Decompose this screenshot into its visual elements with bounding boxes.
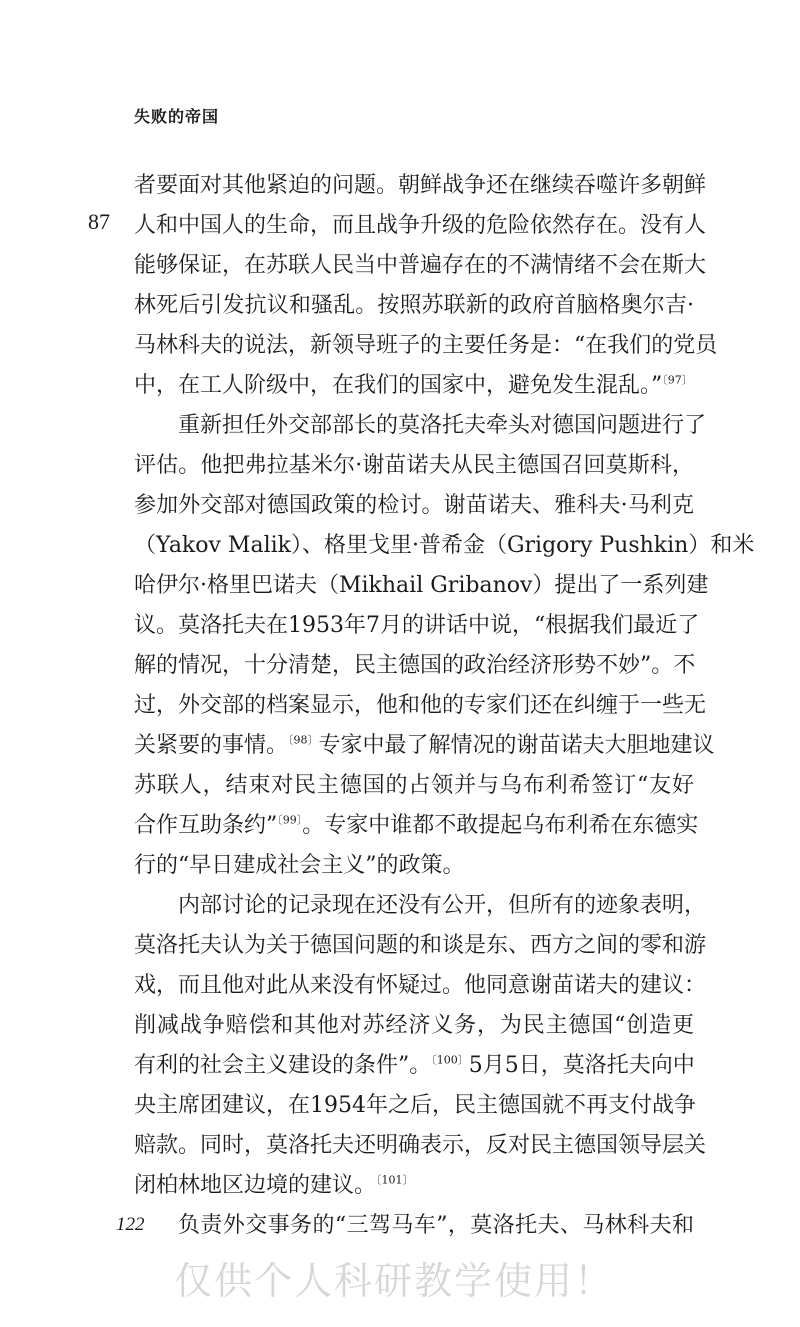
text-line: 削减战争赔偿和其他对苏经济义务，为民主德国“创造更	[134, 1013, 694, 1038]
text-line: 有利的社会主义建设的条件”。$^{〔100〕}$5月5日，莫洛托夫向中	[134, 1053, 695, 1078]
body-text	[134, 166, 755, 1246]
text-line: 评估。他把弗拉基米尔·谢苗诺夫从民主德国召回莫斯科，	[134, 453, 694, 478]
text-line: 能够保证，在苏联人民当中普遍存在的不满情绪不会在斯大	[134, 253, 707, 278]
text-line: 人和中国人的生命，而且战争升级的危险依然存在。没有人	[134, 213, 707, 238]
text-line: （Yakov Malik）、格里戈里·普希金（Grigory Pushkin）和米	[134, 533, 755, 558]
watermark: 仅供个人科研教学使用！	[174, 1259, 615, 1303]
text-line: 解的情况，十分清楚，民主德国的政治经济形势不妙”。不	[134, 653, 696, 678]
text-line: 中，在工人阶级中，在我们的国家中，避免发生混乱。”$^{〔97〕}$	[134, 373, 693, 398]
footnote-ref: 〔98〕	[288, 733, 319, 747]
text-line: 莫洛托夫认为关于德国问题的和谈是东、西方之间的零和游	[134, 933, 707, 958]
text-line: 行的“早日建成社会主义”的政策。	[134, 853, 465, 878]
text-line: 哈伊尔·格里巴诺夫（Mikhail Gribanov）提出了一系列建	[134, 573, 709, 598]
text-line: 议。莫洛托夫在1953年7月的讲话中说，“根据我们最近了	[134, 613, 700, 638]
text-line: 闭柏林地区边境的建议。$^{〔101〕}$	[134, 1173, 414, 1198]
text-line: 重新担任外交部部长的莫洛托夫牵头对德国问题进行了	[178, 413, 707, 438]
footnote-ref: 〔99〕	[277, 813, 303, 827]
text-line: 戏，而且他对此从来没有怀疑过。他同意谢苗诺夫的建议：	[134, 973, 707, 998]
footnote-ref: 〔97〕	[662, 373, 693, 387]
margin-page-reference: 87	[88, 209, 110, 234]
text-line: 合作互助条约”$^{〔99〕}$。专家中谁都不敢提起乌布利希在东德实	[134, 813, 699, 838]
text-line: 央主席团建议，在1954年之后，民主德国就不再支付战争	[134, 1093, 696, 1118]
text-line: 林死后引发抗议和骚乱。按照苏联新的政府首脑格奥尔吉·	[134, 293, 694, 318]
page-number: 122	[116, 1214, 145, 1235]
footnote-ref: 〔101〕	[376, 1173, 414, 1187]
text-line: 者要面对其他紧迫的问题。朝鲜战争还在继续吞噬许多朝鲜	[134, 173, 707, 198]
text-line: 赔款。同时，莫洛托夫还明确表示，反对民主德国领导层关	[134, 1133, 707, 1158]
text-line: 过，外交部的档案显示，他和他的专家们还在纠缠于一些无	[134, 693, 707, 718]
text-line: 关紧要的事情。$^{〔98〕}$专家中最了解情况的谢苗诺夫大胆地建议	[134, 733, 715, 758]
text-line: 马林科夫的说法，新领导班子的主要任务是：“在我们的党员	[134, 333, 718, 358]
text-line: 苏联人，结束对民主德国的占领并与乌布利希签订“友好	[134, 773, 694, 798]
text-line: 负责外交事务的“三驾马车”，莫洛托夫、马林科夫和	[178, 1213, 694, 1238]
text-line: 内部讨论的记录现在还没有公开，但所有的迹象表明，	[178, 893, 707, 918]
running-head: 失败的帝国	[134, 107, 220, 126]
footnote-ref: 〔100〕	[431, 1053, 469, 1067]
text-line: 参加外交部对德国政策的检讨。谢苗诺夫、雅科夫·马利克	[134, 493, 694, 518]
